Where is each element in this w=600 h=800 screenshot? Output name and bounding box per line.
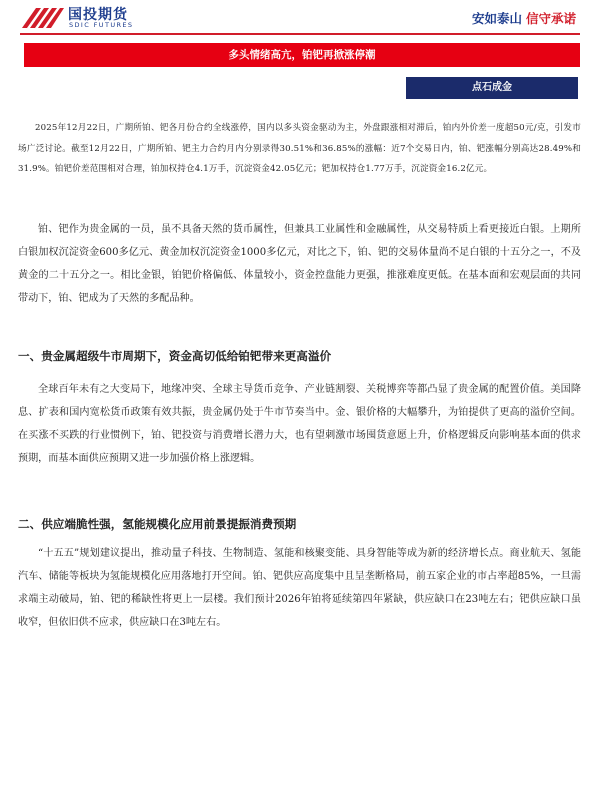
section-heading-1: 一、贵金属超级牛市周期下，资金高切低给铂钯带来更高溢价 (18, 349, 332, 363)
header-slogan (472, 9, 576, 27)
header-divider (20, 33, 580, 35)
sdic-futures-logo[interactable] (20, 2, 180, 34)
banner-title: 多头情绪高亢，铂钯再掀涨停潮 (24, 43, 580, 67)
page-header (0, 0, 600, 36)
subtitle-badge: 点石成金 (406, 77, 578, 99)
paragraph-properties: 铂、钯作为贵金属的一员，虽不具备天然的货币属性，但兼具工业属性和金融属性，从交易特质上看更接近白银。上期所白银加权沉淀资金600多亿元、黄金加权沉淀资金1000多亿元，对比之下，铂、钯的交易体量尚不足白银的十五分之一，不及黄金的二十五分之一。相比金银，铂钯价格偏低、体量较小，资金控盘能力更强，推涨难度更低。在基本面和宏观层面的共同带动下，铂、钯成为了天然的多配品种。 (18, 224, 581, 304)
paragraph-bull-market: 全球百年未有之大变局下，地缘冲突、全球主导货币竞争、产业链割裂、关税博弈等都凸显了贵金属的配置价值。美国降息、扩表和国内宽松货币政策有效共振，贵金属仍处于牛市节奏当中。金、银价格的大幅攀升，为铂提供了更高的溢价空间。在买涨不买跌的行业惯例下，铂、钯投资与消费增长潜力大，也有望刺激市场囤货意愿上升，价格逻辑反向影响基本面的供求预期，而基本面供应预期又进一步加强价格上涨逻辑。 (18, 384, 581, 464)
logo-en-text: SDIC FUTURES (69, 21, 134, 29)
slogan-part2: 信守承诺 (525, 11, 576, 26)
logo-cn-text: 国投期货 (68, 7, 128, 23)
section-heading-2: 二、供应端脆性强，氢能规模化应用前景提振消费预期 (18, 517, 297, 531)
slogan-part1: 安如泰山 (471, 11, 522, 26)
logo-stripes-icon (20, 4, 64, 30)
paragraph-intro: 2025年12月22日，广期所铂、钯各月份合约全线涨停，国内以多头资金驱动为主，外盘跟涨相对滞后，铂内外价差一度超50元/克，引发市场广泛讨论。截至12月22日，广期所铂、钯主力合约月内分别录得30.51%和36.85%的涨幅：近7个交易日内，铂、钯涨幅分别高达28.49%和31.9%。铂钯价差范围相对合理，铂加权持仓4.1万手，沉淀资金42.05亿元；钯加权持仓1.77万手，沉淀资金16.2亿元。 (18, 123, 581, 174)
paragraph-supply: “十五五”规划建议提出，推动量子科技、生物制造、氢能和核聚变能、具身智能等成为新的经济增长点。商业航天、氢能汽车、储能等板块为氢能规模化应用落地打开空间。铂、钯供应高度集中且呈垄断格局，前五家企业的市占率超85%，一旦需求端主动破局，铂、钯的稀缺性将更上一层楼。我们预计2026年铂将延续第四年紧缺，供应缺口在23吨左右；钯供应缺口虽收窄，但依旧供不应求，供应缺口在3吨左右。 (18, 548, 581, 628)
